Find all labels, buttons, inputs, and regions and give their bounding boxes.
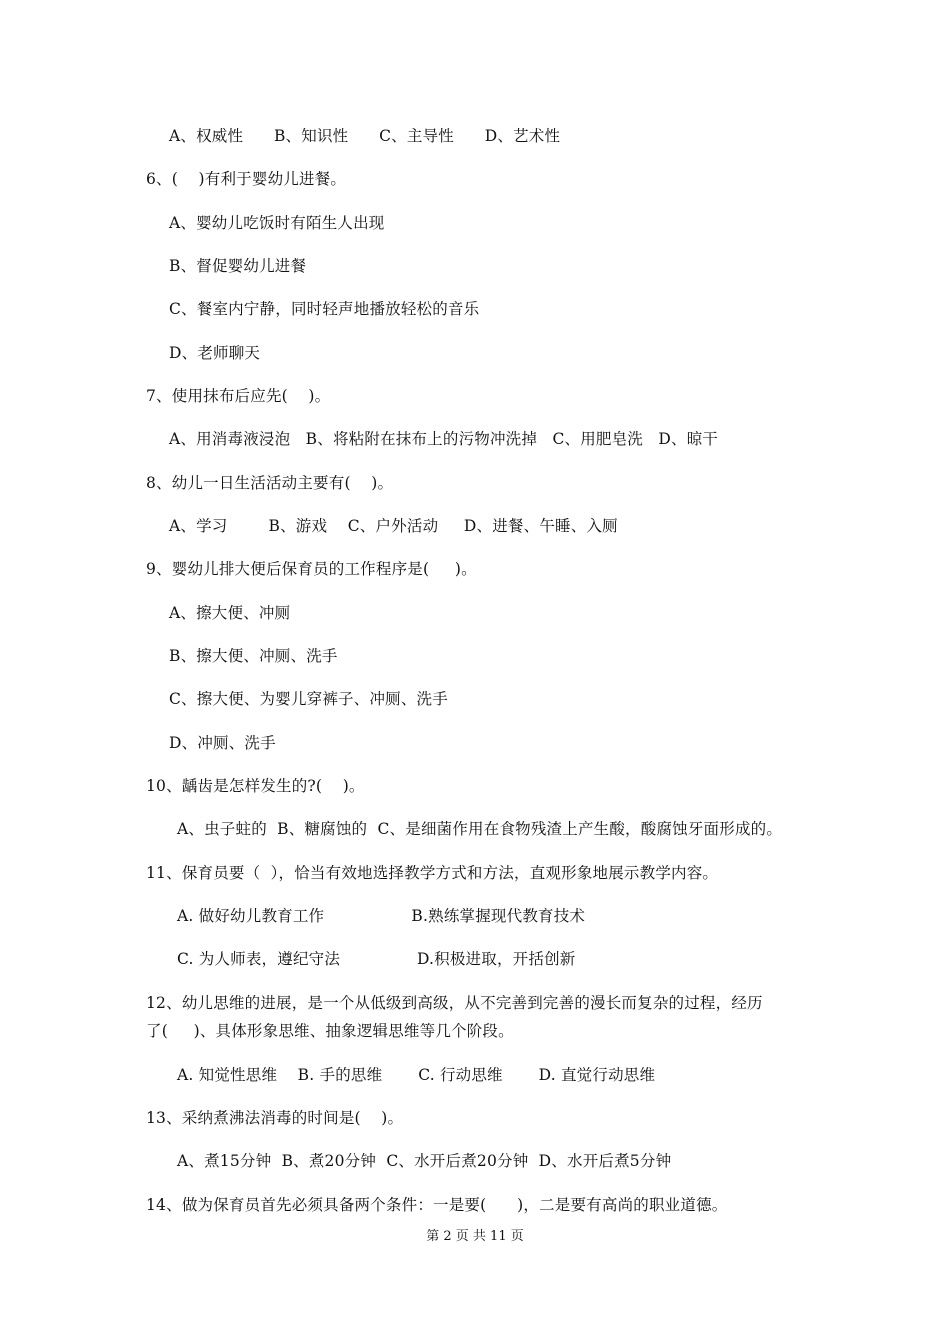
q9-option-c: C、擦大便、为婴儿穿裤子、冲厕、洗手 <box>169 690 448 708</box>
q6-option-c: C、餐室内宁静，同时轻声地播放轻松的音乐 <box>169 300 480 318</box>
q11-options-ab: A. 做好幼儿教育工作 B.熟练掌握现代教育技术 <box>177 907 586 925</box>
q11-options-cd: C. 为人师表，遵纪守法 D.积极进取，开括创新 <box>177 950 576 968</box>
q6-question: 6、( )有利于婴幼儿进餐。 <box>146 170 347 188</box>
q12-question-cont: 了( )、具体形象思维、抽象逻辑思维等几个阶段。 <box>146 1022 514 1040</box>
q11-question: 11、保育员要（ ），恰当有效地选择教学方式和方法，直观形象地展示教学内容。 <box>146 864 719 882</box>
q6-option-d: D、老师聊天 <box>169 344 261 362</box>
q8-options: A、学习 B、游戏 C、户外活动 D、进餐、午睡、入厕 <box>169 517 618 535</box>
q12-options: A. 知觉性思维 B. 手的思维 C. 行动思维 D. 直觉行动思维 <box>177 1066 656 1084</box>
q8-question: 8、幼儿一日生活活动主要有( )。 <box>146 474 394 492</box>
q9-option-a: A、擦大便、冲厕 <box>169 604 291 622</box>
q14-question: 14、做为保育员首先必须具备两个条件：一是要( )，二是要有高尚的职业道德。 <box>146 1196 728 1214</box>
q9-question: 9、婴幼儿排大便后保育员的工作程序是( )。 <box>146 560 477 578</box>
q13-question: 13、采纳煮沸法消毒的时间是( )。 <box>146 1109 404 1127</box>
q12-question: 12、幼儿思维的进展，是一个从低级到高级，从不完善到完善的漫长而复杂的过程，经历 <box>146 994 763 1012</box>
q10-question: 10、龋齿是怎样发生的?( )。 <box>146 777 365 795</box>
q5-options: A、权威性 B、知识性 C、主导性 D、艺术性 <box>169 127 561 145</box>
page-footer: 第 2 页 共 11 页 <box>426 1229 524 1244</box>
q7-options: A、用消毒液浸泡 B、将粘附在抹布上的污物冲洗掉 C、用肥皂洗 D、晾干 <box>169 430 719 448</box>
q10-options: A、虫子蛀的 B、糖腐蚀的 C、是细菌作用在食物残渣上产生酸，酸腐蚀牙面形成的。 <box>177 820 783 838</box>
q13-options: A、煮15分钟 B、煮20分钟 C、水开后煮20分钟 D、水开后煮5分钟 <box>177 1152 672 1170</box>
q6-option-b: B、督促婴幼儿进餐 <box>169 257 307 275</box>
q6-option-a: A、婴幼儿吃饭时有陌生人出现 <box>169 214 385 232</box>
q9-option-d: D、冲厕、洗手 <box>169 734 276 752</box>
q7-question: 7、使用抹布后应先( )。 <box>146 387 331 405</box>
q9-option-b: B、擦大便、冲厕、洗手 <box>169 647 338 665</box>
